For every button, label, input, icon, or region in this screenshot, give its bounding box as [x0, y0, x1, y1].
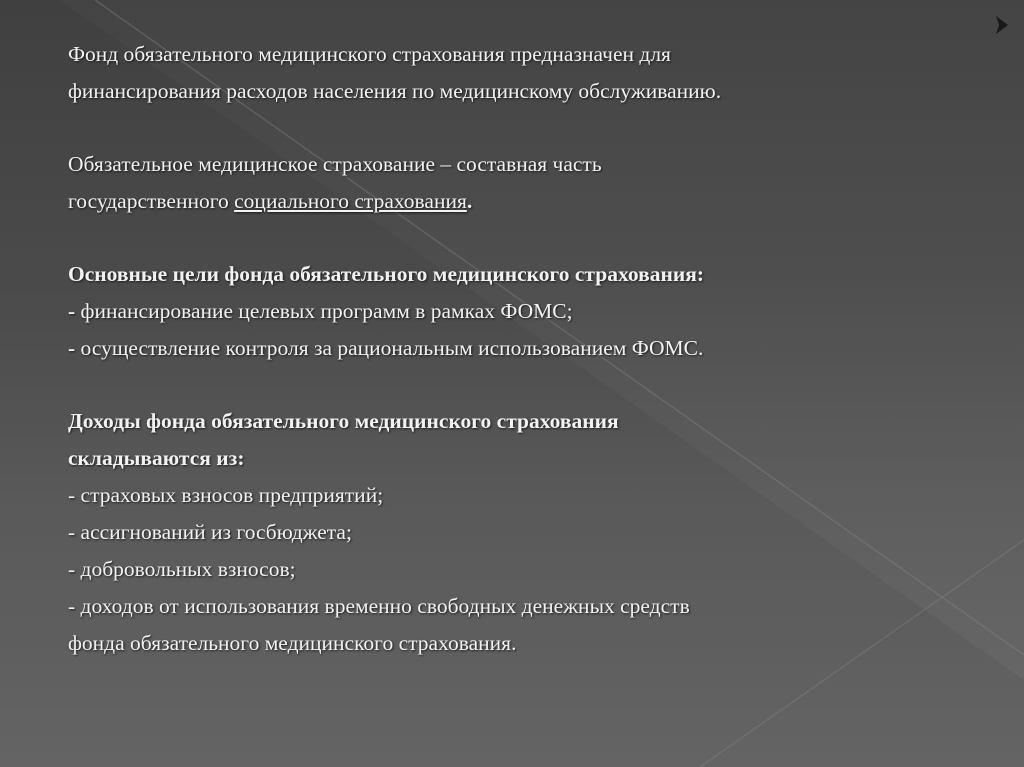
paragraph-2-line-2: [68, 183, 968, 220]
income-item-3: - добровольных взносов;: [68, 557, 296, 581]
paragraph-2-line-1: Обязательное медицинское страхование – составная часть: [68, 152, 602, 176]
income-heading-line-2: складываются из:: [68, 446, 245, 470]
goals-item-2: [68, 330, 968, 367]
chevron-right-icon: [996, 16, 1008, 34]
paragraph-1-line-2: финансирования расходов населения по медицинскому обслуживанию.: [68, 79, 722, 103]
paragraph-2-suffix: .: [466, 189, 473, 213]
income-item-2: - ассигнований из госбюджета;: [68, 520, 352, 544]
goals-item-1: [68, 293, 968, 330]
goals-item-text: осуществление контроля за рациональным использованием ФОМС.: [80, 336, 704, 360]
income-item-1: - страховых взносов предприятий;: [68, 483, 384, 507]
slide-body: [68, 36, 968, 662]
social-insurance-link[interactable]: социального страхования: [234, 189, 467, 213]
paragraph-2-prefix: государственного: [68, 189, 235, 213]
goals-heading: Основные цели фонда обязательного медицинского страхования:: [68, 262, 705, 286]
spacer: [68, 110, 968, 146]
income-last-line: фонда обязательного медицинского страхования.: [68, 631, 517, 655]
goals-item-dash: -: [68, 336, 81, 360]
income-heading-line-1: Доходы фонда обязательного медицинского страхования: [68, 409, 619, 433]
income-item-4: - доходов от использования временно свободных денежных средств: [68, 594, 690, 618]
goals-item-dash: -: [68, 299, 81, 323]
spacer: [68, 367, 968, 403]
goals-item-text: финансирование целевых программ в рамках ФОМС;: [80, 299, 573, 323]
spacer: [68, 220, 968, 256]
paragraph-1-line-1: Фонд обязательного медицинского страхования предназначен для: [68, 42, 671, 66]
